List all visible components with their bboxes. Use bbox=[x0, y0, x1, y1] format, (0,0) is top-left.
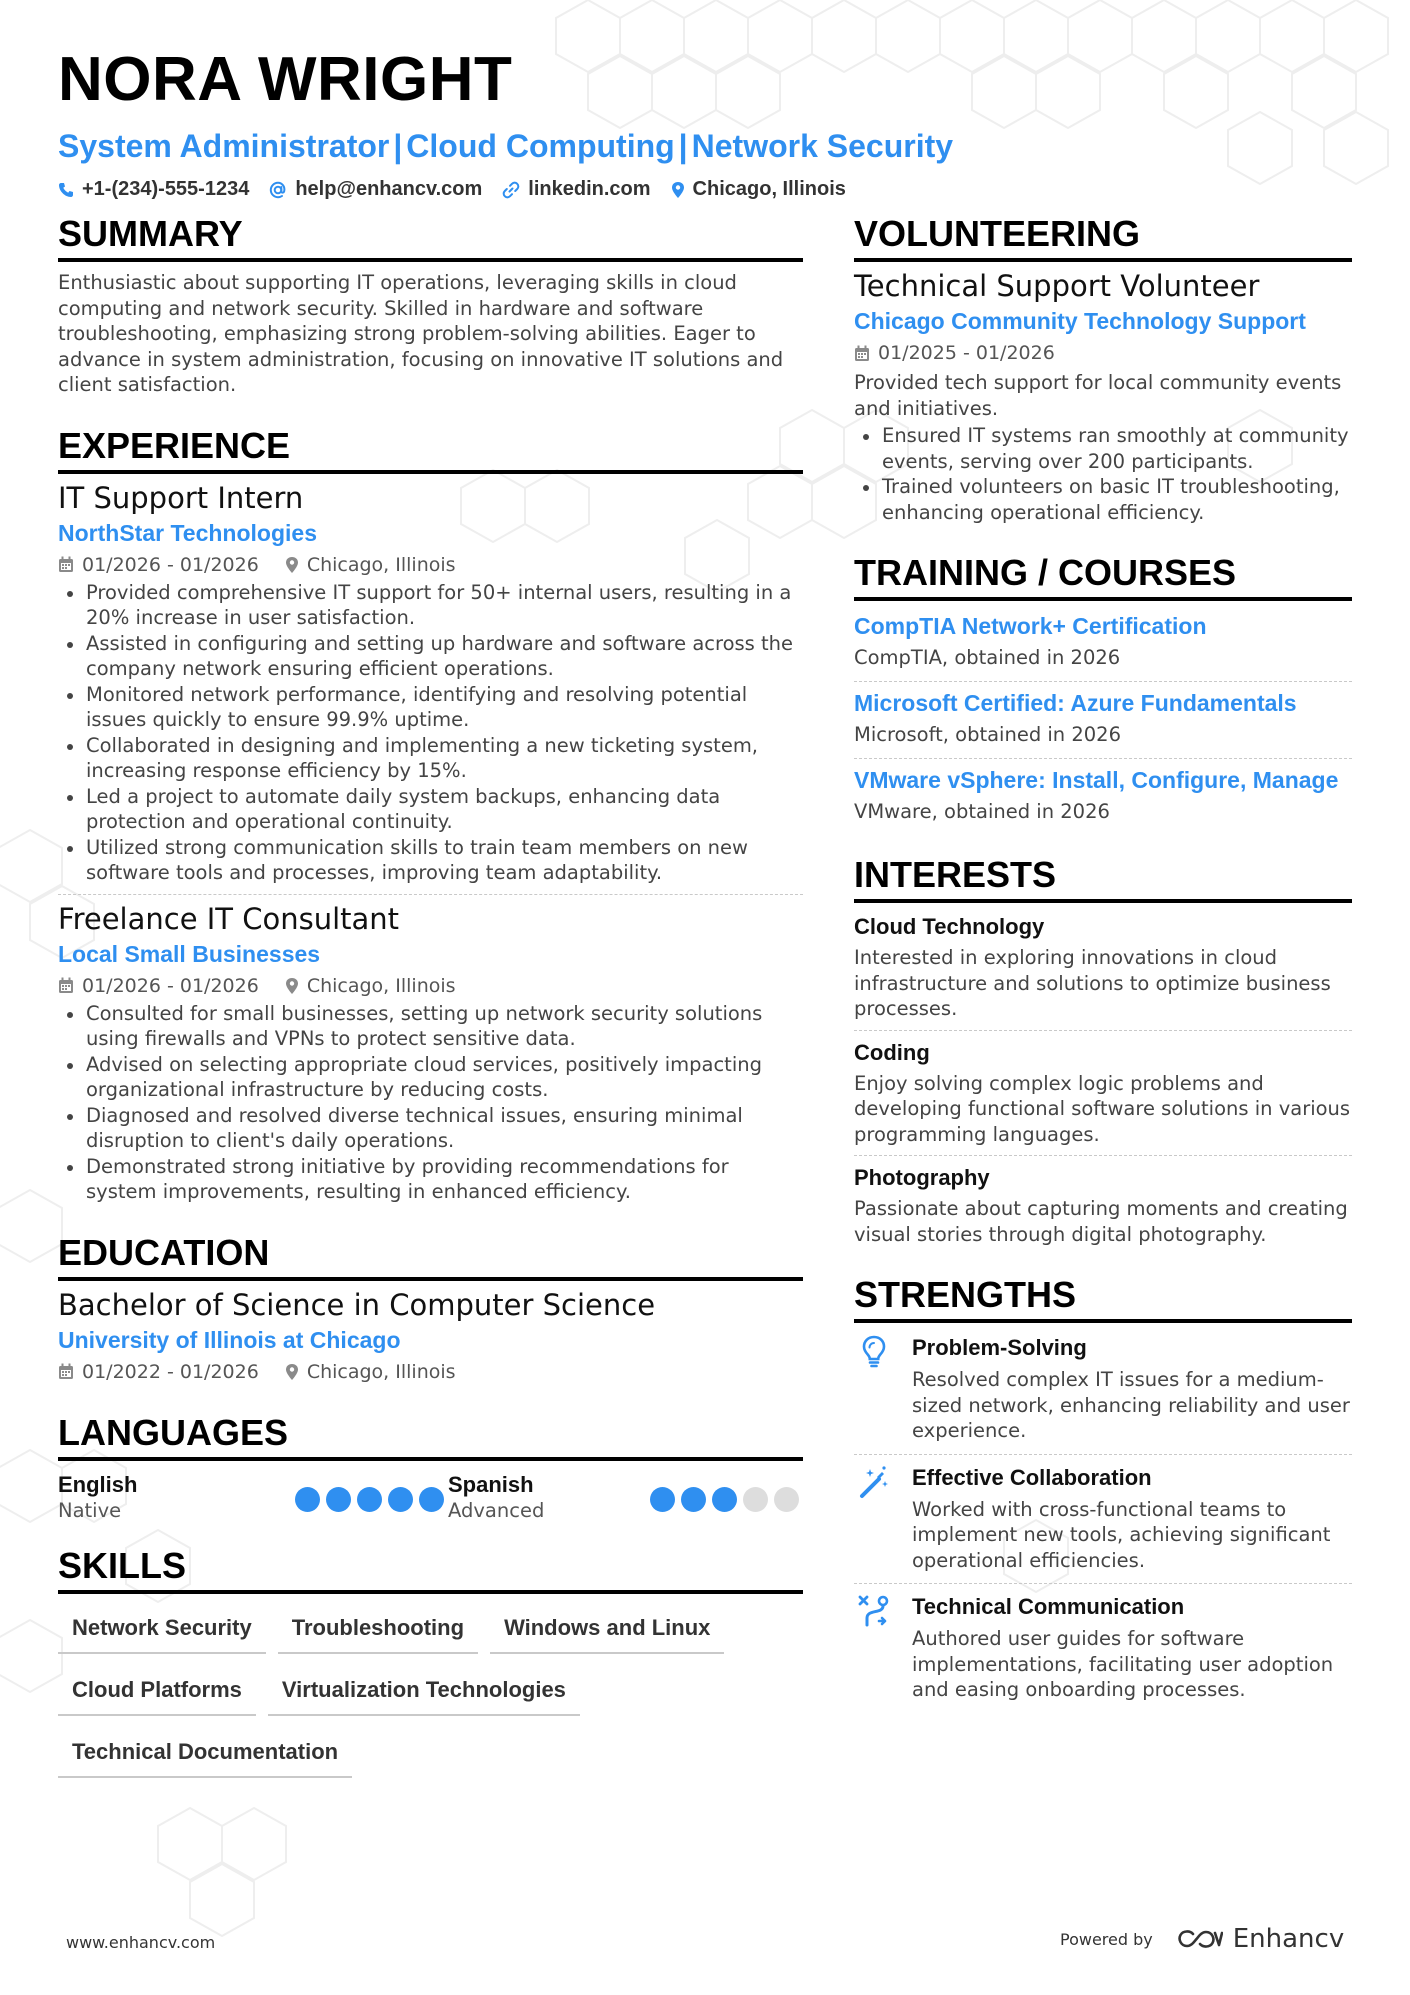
contact-location bbox=[671, 178, 846, 201]
experience-entry bbox=[58, 901, 803, 1205]
course-detail: CompTIA, obtained in 2026 bbox=[854, 646, 1121, 669]
summary-text: Enthusiastic about supporting IT operations, leveraging skills in cloud computing and network security. Skilled in hardware and software troubleshooting, emphasizing strong problem-solving abilities. Eager to advance in system administration, focusing on innovative IT solutions and client satisfaction. bbox=[58, 271, 784, 396]
list-item: Provided comprehensive IT support for 50+ internal users, resulting in a 20% increase in user satisfaction. bbox=[58, 580, 803, 631]
map-pin-icon bbox=[285, 1363, 299, 1381]
contact-linkedin[interactable] bbox=[502, 178, 650, 201]
entry-location bbox=[285, 1359, 456, 1385]
headline-separator: | bbox=[678, 128, 688, 164]
list-item: Trained volunteers on basic IT troubleshooting, enhancing operational efficiency. bbox=[854, 474, 1352, 525]
phone-icon bbox=[58, 182, 74, 198]
link-icon bbox=[502, 181, 520, 199]
volunteer-organization: Chicago Community Technology Support bbox=[854, 308, 1306, 334]
calendar-icon bbox=[58, 556, 74, 573]
dates-text: 01/2026 - 01/2026 bbox=[82, 553, 259, 576]
headline-separator: | bbox=[393, 128, 403, 164]
contact-list bbox=[58, 178, 1358, 201]
entry-meta bbox=[58, 1359, 803, 1385]
calendar-icon bbox=[854, 345, 870, 362]
school-name: University of Illinois at Chicago bbox=[58, 1326, 401, 1353]
powered-by-label: Powered by bbox=[1060, 1929, 1153, 1949]
language-level: Native bbox=[58, 1498, 122, 1522]
entry-location bbox=[285, 552, 456, 578]
language-rating bbox=[650, 1487, 799, 1512]
list-item: Consulted for small businesses, setting up network security solutions using firewalls and VPNs to protect sensitive data. bbox=[58, 1001, 803, 1052]
experience-section bbox=[58, 426, 803, 1205]
strength-name: Technical Communication bbox=[912, 1594, 1185, 1619]
section-title-interests: INTERESTS bbox=[854, 855, 1352, 903]
list-item: Collaborated in designing and implementing a new ticketing system, increasing response efficiency by 15%. bbox=[58, 733, 803, 784]
lightbulb-icon bbox=[854, 1333, 894, 1444]
skill-tag: Technical Documentation bbox=[58, 1732, 352, 1778]
language-item bbox=[58, 1471, 448, 1524]
course-name: CompTIA Network+ Certification bbox=[854, 613, 1207, 639]
language-name: Spanish bbox=[448, 1471, 534, 1497]
course-name: VMware vSphere: Install, Configure, Manage bbox=[854, 767, 1339, 793]
section-title-experience: EXPERIENCE bbox=[58, 426, 803, 474]
rating-dot-filled bbox=[650, 1487, 675, 1512]
dates-text: 01/2025 - 01/2026 bbox=[878, 342, 1055, 364]
skill-tag: Virtualization Technologies bbox=[268, 1670, 580, 1716]
section-title-education: EDUCATION bbox=[58, 1233, 803, 1281]
rating-dot-filled bbox=[295, 1487, 320, 1512]
contact-phone[interactable] bbox=[58, 178, 249, 201]
strength-item bbox=[854, 1592, 1352, 1703]
strength-name: Effective Collaboration bbox=[912, 1464, 1152, 1490]
headline-role-1: System Administrator bbox=[58, 128, 390, 164]
left-column bbox=[58, 214, 803, 1778]
at-sign-icon bbox=[269, 181, 287, 199]
course-detail: Microsoft, obtained in 2026 bbox=[854, 723, 1121, 746]
interest-description: Passionate about capturing moments and creating visual stories through digital photography. bbox=[854, 1197, 1348, 1246]
skill-list bbox=[58, 1608, 803, 1778]
section-title-summary: SUMMARY bbox=[58, 214, 803, 262]
interest-description: Enjoy solving complex logic problems and developing functional software solutions in various programming languages. bbox=[854, 1071, 1351, 1146]
languages-section bbox=[58, 1413, 803, 1524]
achievement-list bbox=[58, 580, 803, 886]
course-name: Microsoft Certified: Azure Fundamentals bbox=[854, 690, 1297, 716]
calendar-icon bbox=[58, 1363, 74, 1380]
rating-dot-filled bbox=[681, 1487, 706, 1512]
location-text: Chicago, Illinois bbox=[306, 553, 456, 576]
rating-dot-filled bbox=[357, 1487, 382, 1512]
rating-dot-filled bbox=[419, 1487, 444, 1512]
degree-title: Bachelor of Science in Computer Science bbox=[58, 1287, 656, 1322]
entry-dates bbox=[58, 552, 259, 578]
magic-wand-icon bbox=[854, 1463, 894, 1574]
interest-item bbox=[854, 1164, 1352, 1247]
strength-name: Problem-Solving bbox=[912, 1335, 1087, 1360]
interest-description: Interested in exploring innovations in cloud infrastructure and solutions to optimize business processes. bbox=[854, 946, 1331, 1020]
strength-description: Authored user guides for software implementations, facilitating user adoption and easing onboarding processes. bbox=[912, 1627, 1334, 1701]
interest-name: Cloud Technology bbox=[854, 914, 1045, 939]
job-title: IT Support Intern bbox=[58, 480, 304, 515]
rating-dot-filled bbox=[388, 1487, 413, 1512]
interest-name: Photography bbox=[854, 1165, 990, 1190]
rating-dot-empty bbox=[774, 1487, 799, 1512]
volunteer-role: Technical Support Volunteer bbox=[854, 269, 1260, 303]
entry-divider bbox=[854, 681, 1352, 682]
language-list bbox=[58, 1471, 803, 1524]
email-text: help@enhancv.com bbox=[295, 178, 483, 200]
rating-dot-filled bbox=[326, 1487, 351, 1512]
list-item: Advised on selecting appropriate cloud services, positively impacting organizational infrastructure by reducing costs. bbox=[58, 1052, 803, 1103]
section-title-training: TRAINING / COURSES bbox=[854, 553, 1352, 601]
dates-text: 01/2022 - 01/2026 bbox=[82, 1360, 259, 1383]
route-icon bbox=[854, 1592, 894, 1703]
skill-tag: Cloud Platforms bbox=[58, 1670, 256, 1716]
course-detail: VMware, obtained in 2026 bbox=[854, 800, 1110, 823]
entry-dates bbox=[854, 340, 1055, 366]
skill-tag: Troubleshooting bbox=[278, 1608, 478, 1654]
resume-header bbox=[58, 44, 1358, 201]
experience-entry bbox=[58, 480, 803, 886]
rating-dot-filled bbox=[712, 1487, 737, 1512]
location-text: Chicago, Illinois bbox=[692, 178, 846, 200]
list-item: Assisted in configuring and setting up hardware and software across the company network ensuring efficient operations. bbox=[58, 631, 803, 682]
list-item: Utilized strong communication skills to train team members on new software tools and processes, improving team adaptability. bbox=[58, 835, 803, 886]
course-item bbox=[854, 688, 1352, 748]
achievement-list bbox=[58, 1001, 803, 1205]
skills-section bbox=[58, 1546, 803, 1778]
strength-description: Resolved complex IT issues for a medium-sized network, enhancing reliability and user experience. bbox=[912, 1368, 1350, 1442]
headline bbox=[58, 126, 1358, 166]
list-item: Led a project to automate daily system backups, enhancing data protection and operational continuity. bbox=[58, 784, 803, 835]
entry-meta bbox=[58, 552, 803, 578]
list-item: Diagnosed and resolved diverse technical issues, ensuring minimal disruption to client's daily operations. bbox=[58, 1103, 803, 1154]
strength-description: Worked with cross-functional teams to implement new tools, achieving significant operational efficiencies. bbox=[912, 1497, 1331, 1572]
entry-divider bbox=[854, 1030, 1352, 1031]
company-name: Local Small Businesses bbox=[58, 940, 321, 967]
summary-section bbox=[58, 214, 803, 398]
strength-item bbox=[854, 1333, 1352, 1444]
achievement-list bbox=[854, 423, 1352, 525]
footer-branding bbox=[1060, 1924, 1344, 1954]
interests-section bbox=[854, 855, 1352, 1247]
training-section bbox=[854, 553, 1352, 825]
volunteering-section bbox=[854, 214, 1352, 525]
entry-dates bbox=[58, 973, 259, 999]
right-column bbox=[854, 214, 1352, 1703]
interest-item bbox=[854, 1039, 1352, 1148]
calendar-icon bbox=[58, 977, 74, 994]
interest-item bbox=[854, 913, 1352, 1022]
language-rating bbox=[295, 1487, 444, 1512]
volunteer-description: Provided tech support for local community events and initiatives. bbox=[854, 371, 1342, 420]
strengths-section bbox=[854, 1275, 1352, 1703]
course-item bbox=[854, 765, 1352, 825]
entry-divider bbox=[58, 894, 803, 895]
language-level: Advanced bbox=[448, 1498, 545, 1522]
strength-item bbox=[854, 1463, 1352, 1574]
course-item bbox=[854, 611, 1352, 671]
entry-meta bbox=[58, 973, 803, 999]
entry-divider bbox=[854, 1583, 1352, 1584]
entry-divider bbox=[854, 1155, 1352, 1156]
list-item: Ensured IT systems ran smoothly at community events, serving over 200 participants. bbox=[854, 423, 1352, 474]
contact-email[interactable] bbox=[269, 178, 482, 201]
language-item bbox=[448, 1471, 803, 1524]
list-item: Demonstrated strong initiative by providing recommendations for system improvements, resulting in enhanced efficiency. bbox=[58, 1154, 803, 1205]
phone-text: +1-(234)-555-1234 bbox=[82, 178, 250, 200]
location-text: Chicago, Illinois bbox=[306, 974, 456, 997]
job-title: Freelance IT Consultant bbox=[58, 901, 400, 936]
skill-tag: Network Security bbox=[58, 1608, 266, 1654]
location-text: Chicago, Illinois bbox=[306, 1360, 456, 1383]
language-name: English bbox=[58, 1471, 138, 1497]
company-name: NorthStar Technologies bbox=[58, 519, 317, 546]
entry-dates bbox=[58, 1359, 259, 1385]
enhancv-logo[interactable] bbox=[1177, 1924, 1344, 1954]
rating-dot-empty bbox=[743, 1487, 768, 1512]
section-title-volunteering: VOLUNTEERING bbox=[854, 214, 1352, 262]
interest-name: Coding bbox=[854, 1039, 930, 1065]
enhancv-logo-mark-icon bbox=[1177, 1928, 1223, 1950]
map-pin-icon bbox=[285, 977, 299, 995]
brand-name: Enhancv bbox=[1232, 1924, 1345, 1954]
candidate-name: NORA WRIGHT bbox=[58, 45, 513, 114]
entry-meta bbox=[854, 340, 1352, 366]
entry-location bbox=[285, 973, 456, 999]
headline-role-2: Cloud Computing bbox=[406, 128, 675, 164]
entry-divider bbox=[854, 758, 1352, 759]
list-item: Monitored network performance, identifying and resolving potential issues quickly to ensure 99.9% uptime. bbox=[58, 682, 803, 733]
section-title-skills: SKILLS bbox=[58, 1546, 803, 1594]
section-title-strengths: STRENGTHS bbox=[854, 1275, 1352, 1323]
map-pin-icon bbox=[285, 556, 299, 574]
headline-role-3: Network Security bbox=[691, 128, 954, 164]
skill-tag: Windows and Linux bbox=[490, 1608, 724, 1654]
dates-text: 01/2026 - 01/2026 bbox=[82, 974, 259, 997]
linkedin-text: linkedin.com bbox=[528, 178, 651, 200]
entry-divider bbox=[854, 1454, 1352, 1455]
section-title-languages: LANGUAGES bbox=[58, 1413, 803, 1461]
map-pin-icon bbox=[671, 181, 685, 199]
education-section bbox=[58, 1233, 803, 1385]
footer-website[interactable]: www.enhancv.com bbox=[66, 1933, 216, 1952]
